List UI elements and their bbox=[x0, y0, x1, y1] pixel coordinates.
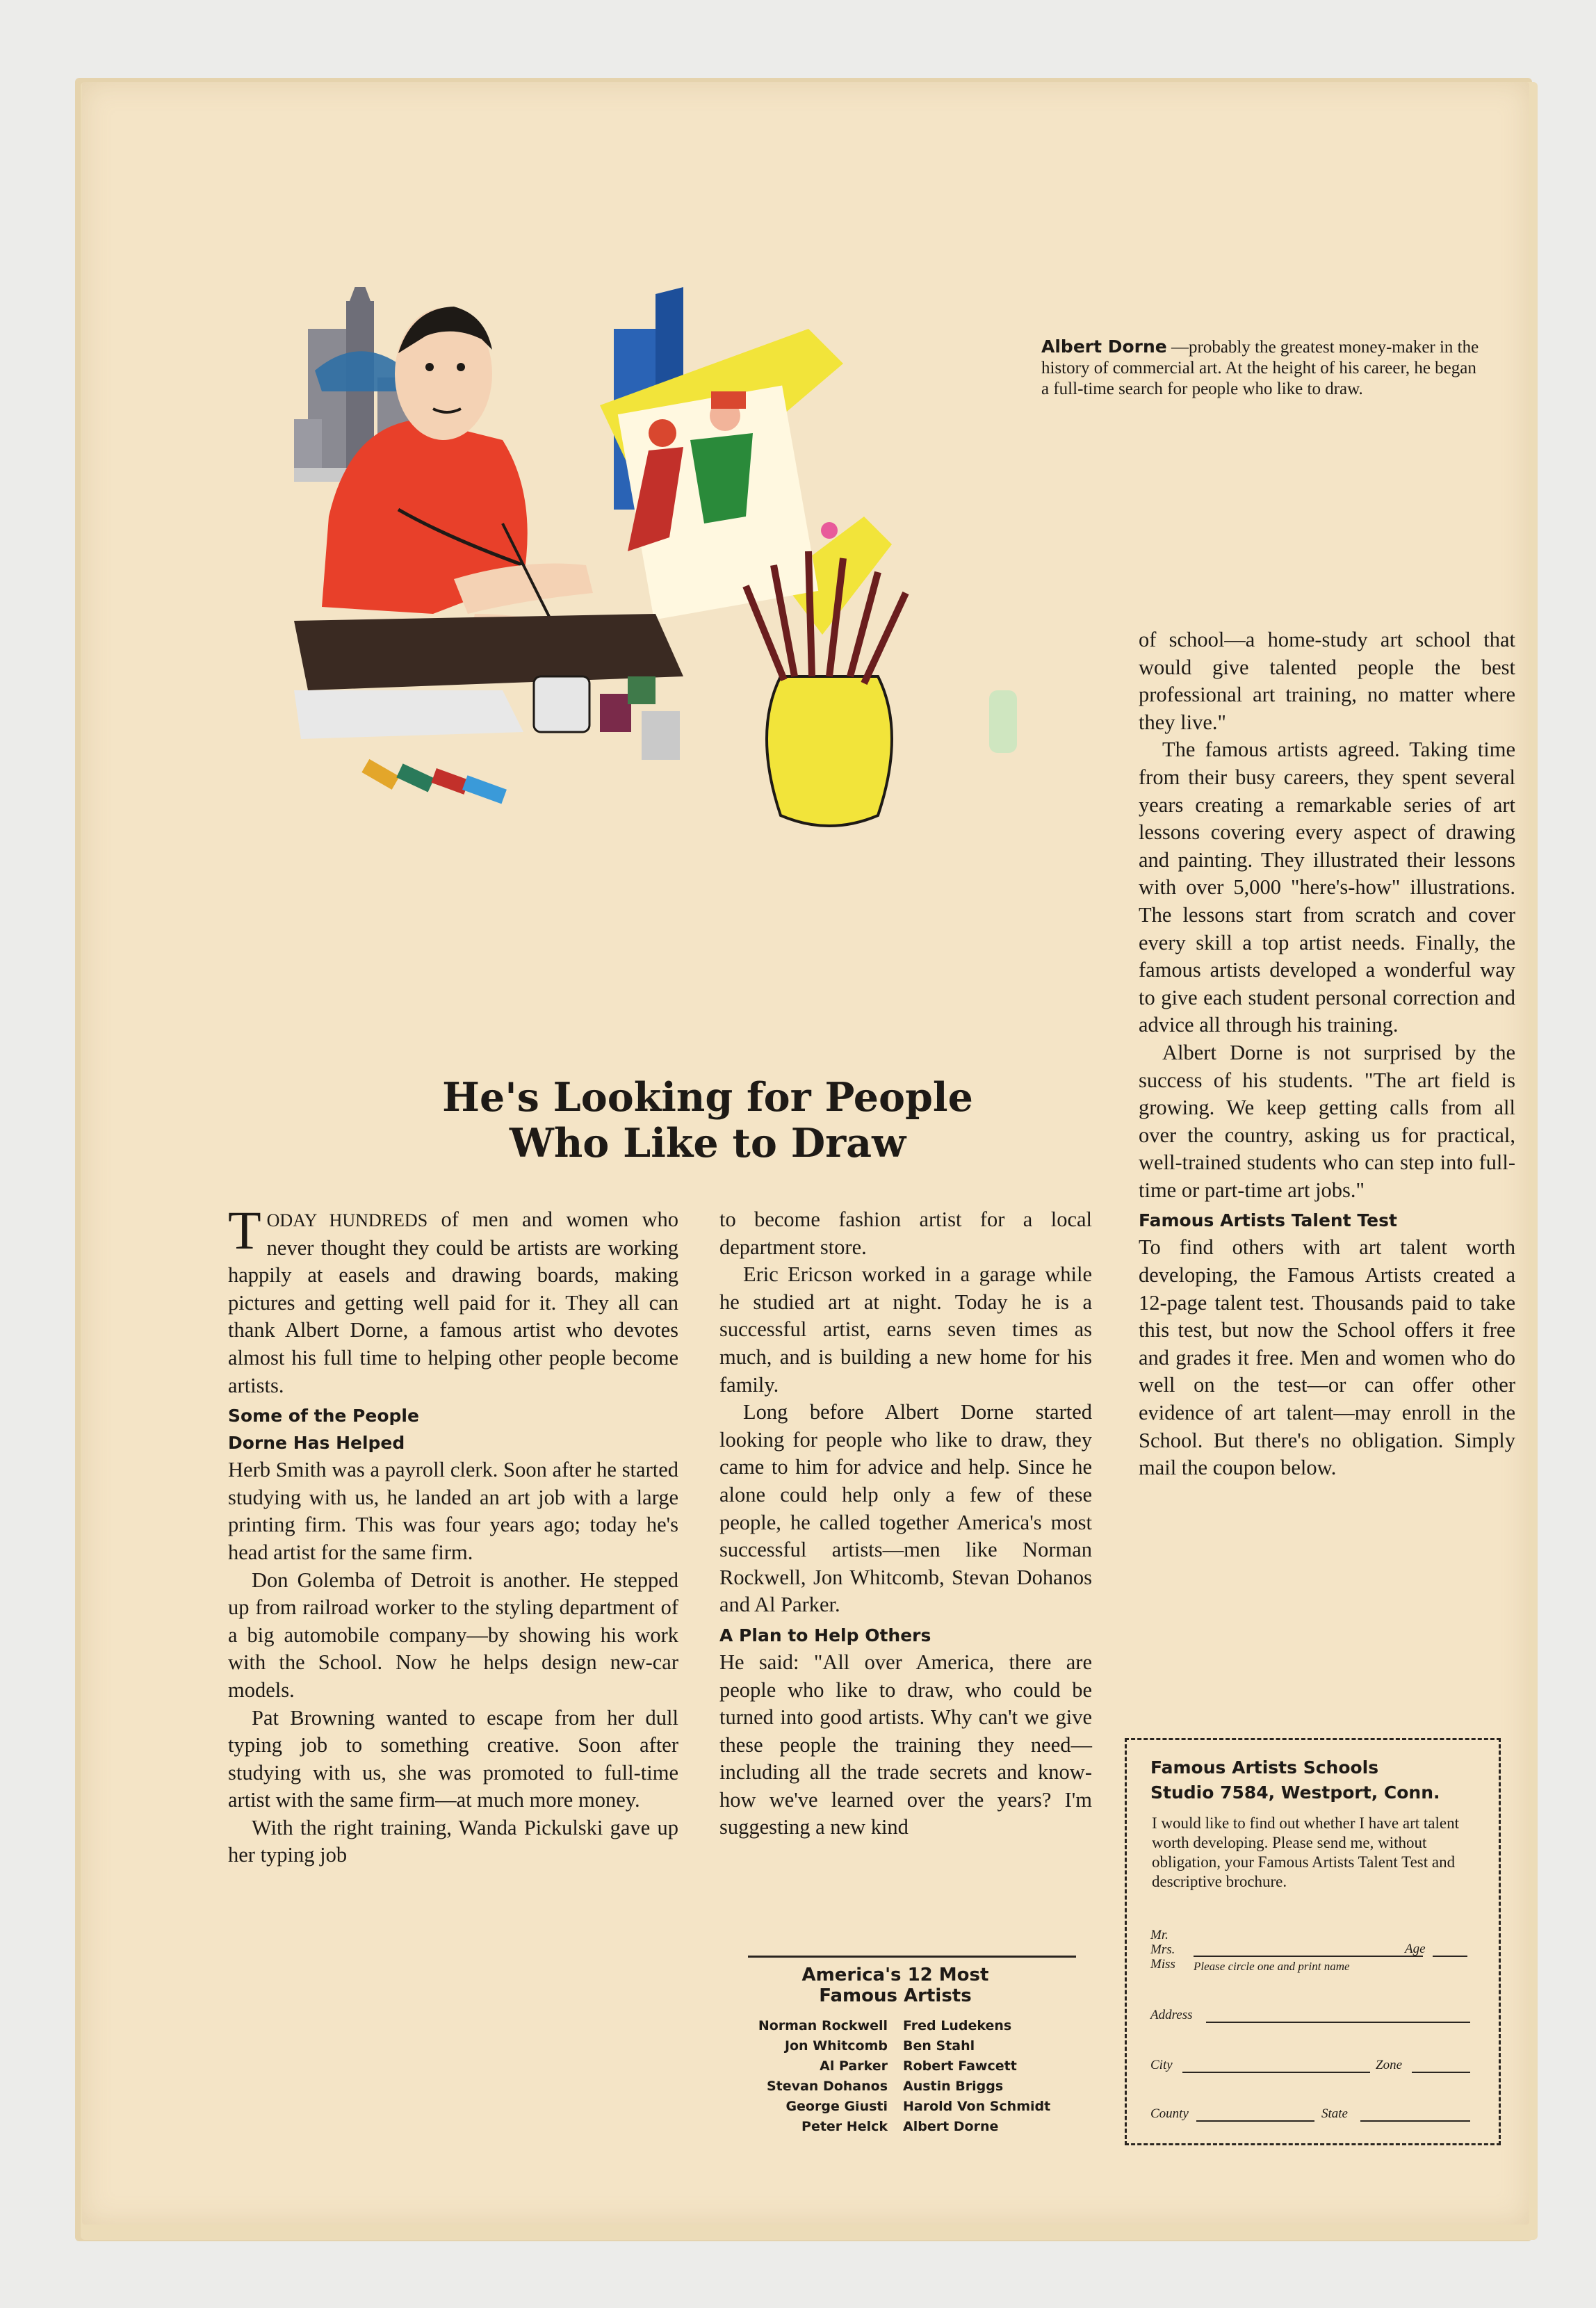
zone-field[interactable] bbox=[1412, 2072, 1470, 2073]
artist-name: George Giusti bbox=[785, 2099, 888, 2114]
artist-name: Harold Von Schmidt bbox=[903, 2099, 1051, 2114]
artist-name: Al Parker bbox=[820, 2058, 888, 2074]
famous-artists-box bbox=[694, 1956, 1097, 2137]
headline-line2: Who Like to Draw bbox=[509, 1120, 906, 1167]
mail-coupon[interactable] bbox=[1125, 1738, 1501, 2145]
section-heading: Some of the People Dorne Has Helped bbox=[228, 1406, 419, 1454]
caption-name: Albert Dorne bbox=[1041, 336, 1167, 357]
paragraph: To find others with art talent worth developing, the Famous Artists created a 12-page talent test. Thousands paid to take this test, but now the School offers it free and grades it free. Men and women who do well on the test—or can offer other evidence of art talent—may enroll in the School. But there's no obligation. Simply mail the coupon below. bbox=[1139, 1235, 1515, 1480]
coupon-address-heading: Famous Artists Schools Studio 7584, Westport, Conn. bbox=[1150, 1757, 1440, 1803]
county-field[interactable] bbox=[1196, 2120, 1314, 2122]
comic-back-cover bbox=[82, 82, 1529, 2225]
title-options[interactable]: Mr. Mrs. Miss bbox=[1150, 1928, 1175, 1972]
paragraph: to become fashion artist for a local department store. bbox=[719, 1208, 1092, 1259]
artist-names bbox=[694, 2016, 1097, 2137]
paragraph: He said: "All over America, there are people who like to draw, who could be turned into good artists. Why can't we give these people the training they need—including all the trade secrets and know-how we've learned over the years? I'm suggesting a new kind bbox=[719, 1650, 1092, 1839]
artist-name: Peter Helck bbox=[801, 2119, 888, 2134]
state-label: State bbox=[1321, 2106, 1348, 2121]
paragraph: Don Golemba of Detroit is another. He stepped up from railroad worker to the styling department of a big automobile company—by showing his work with the School. Now he helps design new-car models. bbox=[228, 1568, 678, 1702]
artist-name: Ben Stahl bbox=[903, 2038, 975, 2054]
paragraph: With the right training, Wanda Pickulski gave up her typing job bbox=[228, 1815, 678, 1867]
age-label: Age bbox=[1405, 1942, 1426, 1956]
artist-name: Jon Whitcomb bbox=[784, 2038, 888, 2054]
table bbox=[294, 614, 683, 690]
paint-tubes bbox=[361, 759, 507, 804]
artist-name: Albert Dorne bbox=[903, 2119, 999, 2134]
divider bbox=[748, 1956, 1076, 1958]
section-heading: Famous Artists Talent Test bbox=[1139, 1210, 1397, 1231]
coupon-body: I would like to find out whether I have art talent worth developing. Please send me, without obligation, your Famous Artists Talent Test and descriptive brochure. bbox=[1152, 1814, 1459, 1890]
city-label: City bbox=[1150, 2058, 1173, 2072]
name-field[interactable] bbox=[1194, 1956, 1423, 1957]
article-column-2 bbox=[719, 1206, 1092, 1842]
paragraph: Pat Browning wanted to escape from her dull typing job to something creative. Soon after studying with us, she was promoted to full-time artist with the same firm—at much more money. bbox=[228, 1705, 678, 1812]
artist-name: Robert Fawcett bbox=[903, 2058, 1017, 2074]
artist-name: Austin Briggs bbox=[903, 2079, 1004, 2094]
famous-artists-title: America's 12 Most Famous Artists bbox=[801, 1965, 989, 2006]
address-label: Address bbox=[1150, 2008, 1193, 2022]
paragraph: Long before Albert Dorne started looking for people who like to draw, they came to him for advice and help. Since he alone could help only a few of these people, he called together America's most successful artists—men like Norman Rockwell, Jon Whitcomb, Stevan Dohanos and Al Parker. bbox=[719, 1400, 1092, 1617]
artist-name: Fred Ludekens bbox=[903, 2018, 1012, 2033]
headline-line1: He's Looking for People bbox=[442, 1074, 973, 1121]
circle-note: Please circle one and print name bbox=[1194, 1960, 1350, 1973]
paragraph: Eric Ericson worked in a garage while he studied art at night. Today he is a successful artist, earns seven times as much, and is building a new home for his family. bbox=[719, 1262, 1092, 1397]
paragraph: of school—a home-study art school that would give talented people the best professional art training, no matter where they live." bbox=[1139, 628, 1515, 734]
section-heading: A Plan to Help Others bbox=[719, 1625, 931, 1645]
zone-label: Zone bbox=[1376, 2058, 1402, 2072]
drop-cap: T bbox=[228, 1200, 261, 1260]
caption-text: —probably the greatest money-maker in the history of commercial art. At the height of his career, he began a full-time search for people who like to draw. bbox=[1041, 338, 1479, 398]
article-column-3 bbox=[1139, 626, 1515, 1482]
headline bbox=[311, 1075, 1104, 1167]
city-field[interactable] bbox=[1182, 2072, 1370, 2073]
intro-text: of men and women who never thought they could be artists are working happily at easels and drawing boards, making pictures and getting well paid for it. They all can thank Albert Dorne, a famous artist who devotes almost his full time to helping other people become artists. bbox=[228, 1208, 678, 1397]
paragraph: Albert Dorne is not surprised by the success of his students. "The art field is growing. We keep getting calls from all over the country, asking us for practical, well-trained students who can step into full-time or part-time art jobs." bbox=[1139, 1040, 1515, 1202]
illustration-caption bbox=[1041, 336, 1486, 400]
artist-illustration bbox=[294, 287, 1114, 1066]
state-field[interactable] bbox=[1360, 2120, 1470, 2122]
artist-name: Norman Rockwell bbox=[758, 2018, 888, 2033]
brush-vase bbox=[767, 676, 892, 826]
county-label: County bbox=[1150, 2106, 1189, 2121]
paragraph: The famous artists agreed. Taking time from their busy careers, they spent several years creating a remarkable series of art lessons covering every aspect of drawing and painting. They illustrated their lessons with over 5,000 "here's-how" illustrations. The lessons start from scratch and cover every skill a top artist needs. Finally, the famous artists developed a wonderful way to give each student personal correction and advice all through his training. bbox=[1139, 738, 1515, 1037]
artist-name: Stevan Dohanos bbox=[766, 2079, 888, 2094]
address-field[interactable] bbox=[1206, 2022, 1470, 2023]
article-column-1 bbox=[228, 1200, 678, 1869]
age-field[interactable] bbox=[1433, 1956, 1467, 1957]
intro-smallcaps: ODAY HUNDREDS bbox=[266, 1210, 428, 1230]
paragraph: Herb Smith was a payroll clerk. Soon after he started studying with us, he landed an art job with a large printing firm. This was four years ago; today he's head artist for the same firm. bbox=[228, 1458, 678, 1564]
